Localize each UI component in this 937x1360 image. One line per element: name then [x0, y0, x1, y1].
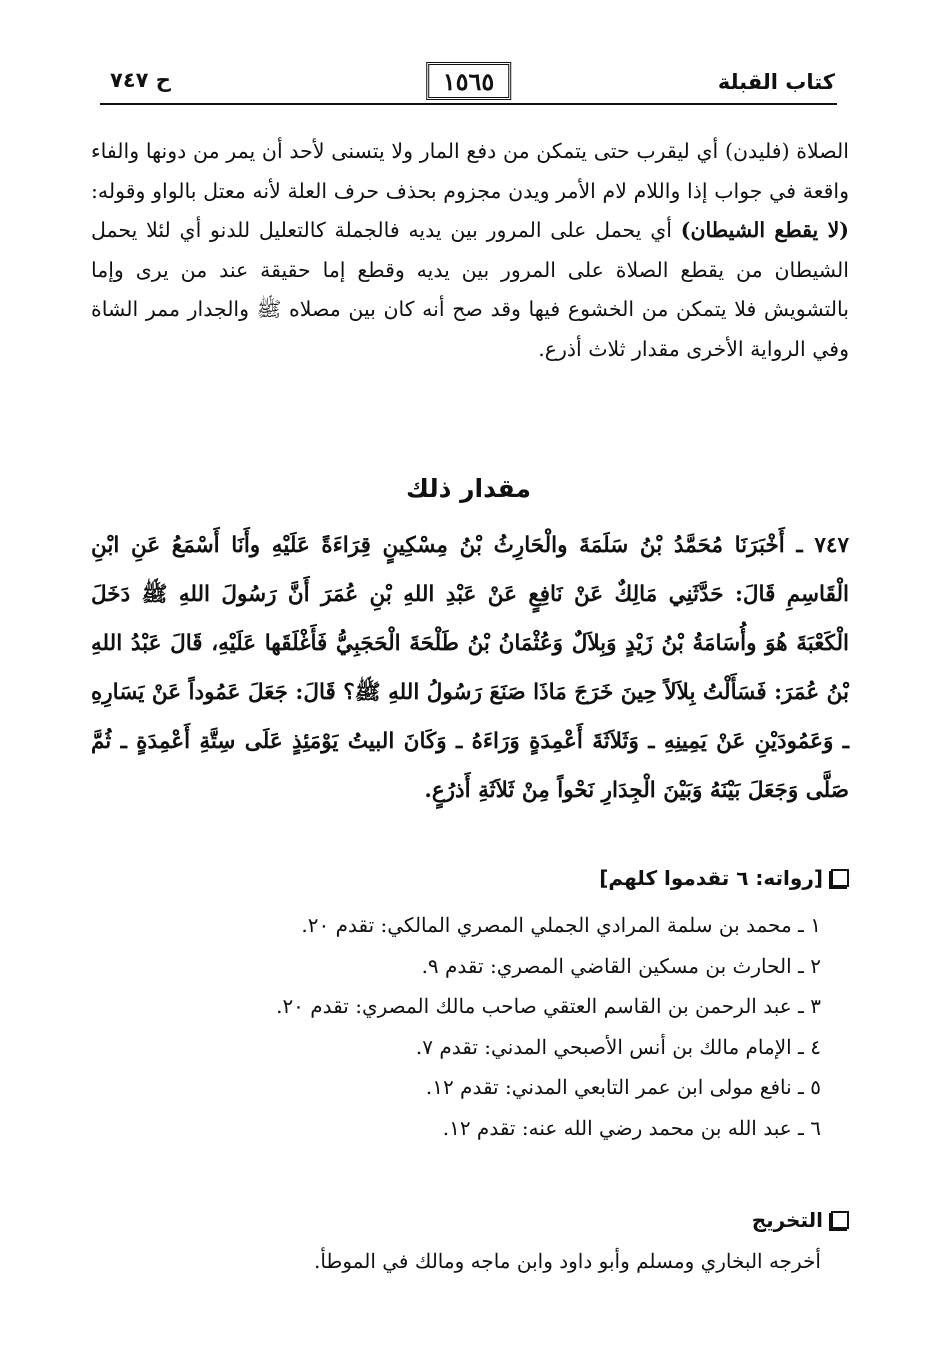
narrators-list — [101, 905, 821, 1148]
narrators-heading — [599, 866, 849, 890]
header-divider — [100, 103, 837, 105]
hadith-text: ٧٤٧ ـ أَخْبَرَنَا مُحَمَّدُ بْنُ سَلَمَةَ والْحَارِثُ بْنُ مِسْكِينٍ قِرَاءَةً عَلَيْهِ وأَنَا أَسْمَعُ عَنِ ابْنِ الْقَاسِمِ قَالَ: حَدَّثَنِي مَالِكٌ عَنْ نَافِعٍ عَنْ عَبْدِ اللهِ بْنِ عُمَرَ أَنَّ رَسُولَ اللهِ ﷺ دَخَلَ الْكَعْبَةَ هُوَ وأُسَامَةُ بْنُ زَيْدٍ وَبِلاَلٌ وَعُثْمَانُ بْنُ طَلْحَةَ الْحَجَبِيُّ فَأَغْلَقَها عَلَيْهِ، قَالَ عَبْدُ اللهِ بْنُ عُمَرَ: فَسَأَلْتُ بِلاَلاً حِينَ خَرَجَ مَاذَا صَنَعَ رَسُولُ اللهِ ﷺ؟ قَالَ: جَعَلَ عَمُوداً عَنْ يَسَارِهِ ـ وَعَمُودَيْنِ عَنْ يَمِينِهِ ـ وَثَلاَثَةَ أَعْمِدَةٍ وَرَاءَهُ ـ وَكَانَ البيتُ يَوْمَئِذٍ عَلَى سِتَّةِ أَعْمِدَةٍ ـ ثُمَّ صَلَّى وَجَعَلَ بَيْنَهُ وَبَيْنَ الْجِدَارِ نَحْواً مِنْ ثَلاَثَةِ أَذرُعٍ. — [91, 533, 849, 803]
section-title: مقدار ذلك — [405, 474, 532, 503]
takhrij-text: أخرجه البخاري ومسلم وأبو داود وابن ماجه ومالك في الموطأ. — [313, 1249, 821, 1273]
takhrij-heading — [752, 1208, 849, 1232]
book-title: كتاب القبلة — [717, 70, 835, 94]
list-item: ٢ ـ الحارث بن مسكين القاضي المصري: تقدم ٩. — [421, 953, 821, 978]
square-bullet-icon — [831, 869, 849, 887]
commentary-bold-quote: (لا يقطع الشيطان) — [680, 218, 849, 242]
commentary-text-1: الصلاة (فليدن) أي ليقرب حتى يتمكن من دفع المار ولا يتسنى لأحد أن يمر من دونها والفاء واقعة في جواب إذا واللام لام الأمر ويدن مجزوم بحذف حرف العلة لأنه معتل بالواو وقوله: — [91, 139, 849, 203]
list-item: ٤ ـ الإمام مالك بن أنس الأصبحي المدني: تقدم ٧. — [415, 1034, 821, 1059]
commentary-paragraph — [91, 132, 849, 369]
page-header — [100, 62, 837, 102]
page-number: ١٥٦٥ — [426, 62, 512, 100]
square-bullet-icon — [831, 1211, 849, 1229]
narrators-heading-label: [رواته: ٦ تقدموا كلهم] — [599, 866, 823, 890]
list-item: ٣ ـ عبد الرحمن بن القاسم العتقي صاحب مالك المصري: تقدم ٢٠. — [276, 994, 821, 1018]
commentary-text-2: أي يحمل على المرور بين يديه فالجملة كالتعليل للدنو أي لئلا يحمل الشيطان من يقطع الصلاة على المرور بين يديه وقطع إما حقيقة عند من يرى وإما بالتشويش فلا يتمكن من الخشوع فيها وقد صح أنه كان بين مصلاه ﷺ والجدار ممر الشاة وفي الرواية الأخرى مقدار ثلاث أذرع. — [91, 218, 849, 361]
list-item: ٦ ـ عبد الله بن محمد رضي الله عنه: تقدم ١٢. — [442, 1115, 821, 1140]
list-item: ٥ ـ نافع مولى ابن عمر التابعي المدني: تقدم ١٢. — [425, 1075, 821, 1099]
list-item: ١ ـ محمد بن سلمة المرادي الجملي المصري المالكي: تقدم ٢٠. — [301, 913, 821, 937]
takhrij-heading-label: التخريج — [751, 1208, 823, 1232]
hadith-reference: ح ٧٤٧ — [110, 68, 171, 92]
